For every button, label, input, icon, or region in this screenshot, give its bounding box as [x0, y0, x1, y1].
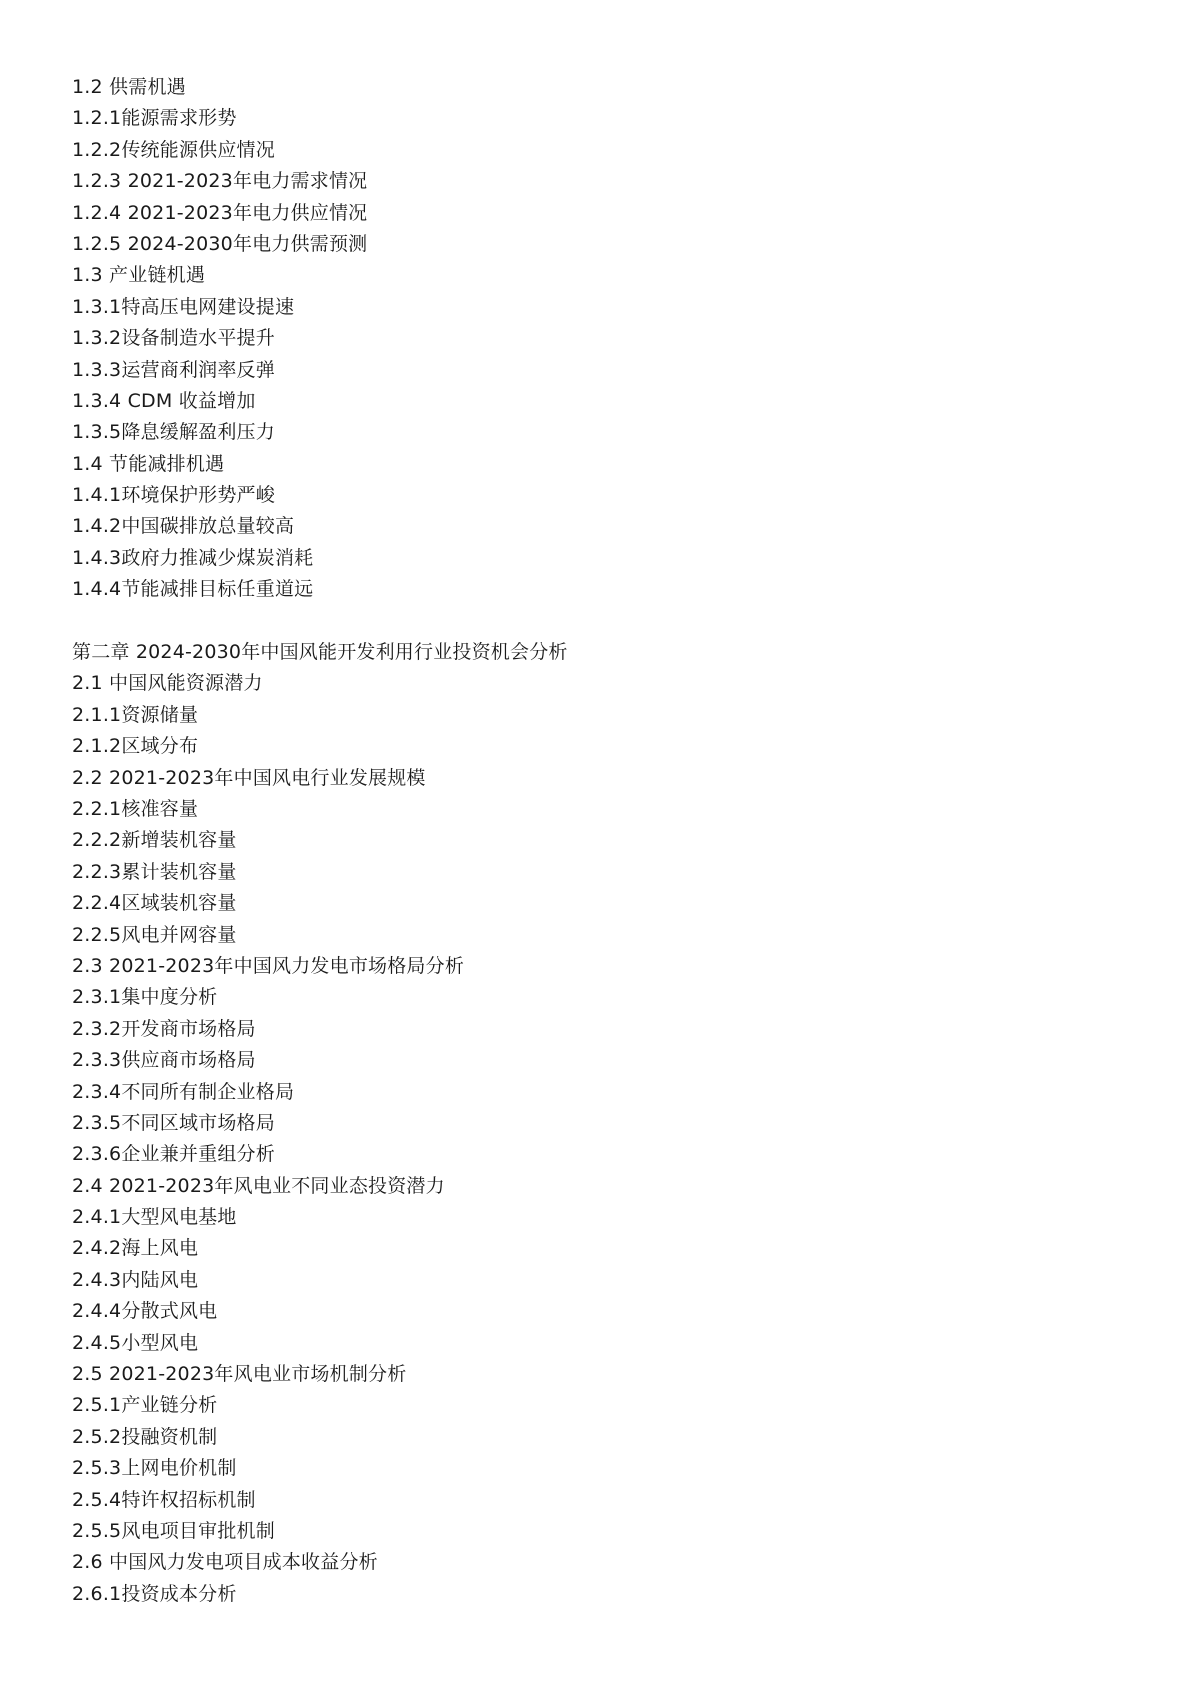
toc-entry-line: 2.3.5不同区域市场格局: [72, 1111, 275, 1134]
toc-entry-line: 2.5.3上网电价机制: [72, 1457, 237, 1480]
toc-entry-line: 2.2.3累计装机容量: [72, 860, 237, 883]
toc-entry-line: 2.2 2021-2023年中国风电行业发展规模: [72, 766, 426, 789]
toc-section-1: [72, 72, 1132, 606]
toc-entry-line: 1.4.3政府力推减少煤炭消耗: [72, 546, 314, 569]
toc-entry-line: 2.5.4特许权招标机制: [72, 1488, 256, 1511]
toc-entry-line: 1.3.3运营商利润率反弹: [72, 358, 275, 381]
toc-entry-line: 2.2.4区域装机容量: [72, 892, 237, 915]
toc-entry-line: 2.2.2新增装机容量: [72, 829, 237, 852]
toc-entry-line: 1.2.1能源需求形势: [72, 107, 237, 130]
toc-entry-line: 2.3.4不同所有制企业格局: [72, 1080, 295, 1103]
toc-entry-line: 1.4.2中国碳排放总量较高: [72, 515, 295, 538]
toc-entry-line: 2.1.2区域分布: [72, 735, 199, 758]
toc-entry-line: 1.4.1环境保护形势严峻: [72, 484, 275, 507]
toc-entry-line: 2.5.2投融资机制: [72, 1425, 218, 1448]
toc-entry-line: 1.3.1特高压电网建设提速: [72, 295, 295, 318]
chapter-2-title: 第二章 2024-2030年中国风能开发利用行业投资机会分析: [72, 641, 568, 664]
toc-entry-line: 1.2.5 2024-2030年电力供需预测: [72, 232, 368, 255]
toc-entry-line: 2.3.6企业兼并重组分析: [72, 1143, 275, 1166]
toc-entry-line: 2.2.5风电并网容量: [72, 923, 237, 946]
toc-page: [72, 72, 1132, 1610]
toc-entry-line: 2.3.3供应商市场格局: [72, 1049, 256, 1072]
toc-entry-line: 1.4 节能减排机遇: [72, 452, 225, 475]
toc-entry-line: 1.4.4节能减排目标任重道远: [72, 578, 314, 601]
toc-entry-line: 2.1.1资源储量: [72, 703, 199, 726]
toc-entry-line: 2.2.1核准容量: [72, 797, 199, 820]
toc-entry-line: 2.5 2021-2023年风电业市场机制分析: [72, 1363, 407, 1386]
toc-entry-line: 1.2 供需机遇: [72, 76, 186, 98]
toc-entry-line: 1.3.5降息缓解盈利压力: [72, 421, 275, 444]
toc-entry-line: 2.4 2021-2023年风电业不同业态投资潜力: [72, 1174, 445, 1197]
toc-entry-line: 1.2.4 2021-2023年电力供应情况: [72, 201, 368, 224]
toc-entry-line: 2.5.5风电项目审批机制: [72, 1519, 275, 1542]
toc-entry-line: 1.3.2设备制造水平提升: [72, 327, 275, 350]
toc-entry-line: 2.6.1投资成本分析: [72, 1582, 237, 1605]
toc-entry-line: 2.5.1产业链分析: [72, 1394, 218, 1417]
toc-chapter-2: [72, 668, 1132, 1610]
section-gap: [72, 606, 1132, 637]
toc-entry-line: 1.2.3 2021-2023年电力需求情况: [72, 170, 368, 193]
toc-entry-line: 2.4.2海上风电: [72, 1237, 199, 1260]
toc-entry-line: 2.6 中国风力发电项目成本收益分析: [72, 1551, 378, 1574]
toc-entry-line: 2.3.1集中度分析: [72, 986, 218, 1009]
toc-entry-line: 2.4.3内陆风电: [72, 1268, 199, 1291]
toc-entry-line: 2.4.5小型风电: [72, 1331, 199, 1354]
toc-entry-line: 2.1 中国风能资源潜力: [72, 672, 263, 695]
toc-entry-line: 1.3.4 CDM 收益增加: [72, 389, 256, 412]
toc-entry-line: 1.3 产业链机遇: [72, 264, 206, 287]
toc-entry-line: 2.4.1大型风电基地: [72, 1206, 237, 1229]
toc-entry-line: 2.4.4分散式风电: [72, 1300, 218, 1323]
toc-entry-line: 2.3.2开发商市场格局: [72, 1017, 256, 1040]
toc-entry-line: 2.3 2021-2023年中国风力发电市场格局分析: [72, 954, 465, 977]
toc-entry-line: 1.2.2传统能源供应情况: [72, 138, 275, 161]
